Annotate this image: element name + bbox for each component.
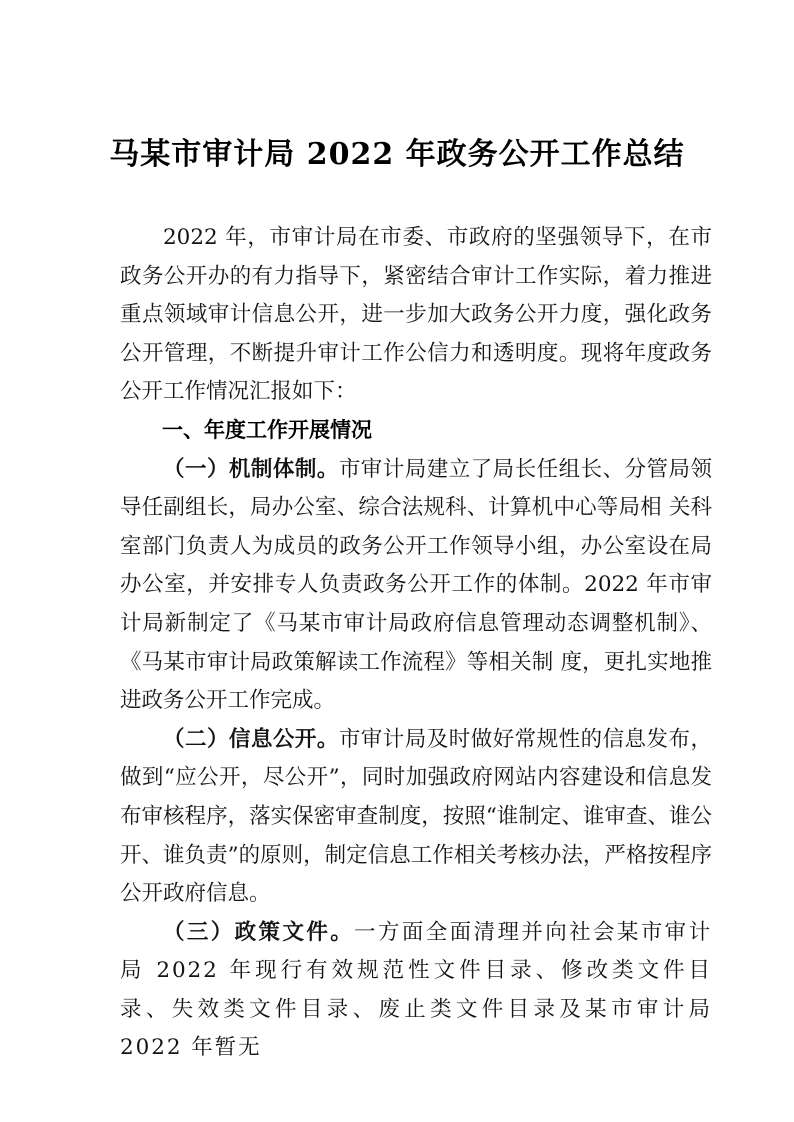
paragraph-text-information: 市审计局及时做好常规性的信息发布，做到“应公开，尽公开”，同时加强政府网站内容建设和信息发布审核程序，落实保密审查制度，按照“谁制定、谁审查、谁公开、谁负责”的原则，制定信息工作相关考核办法，严格按程序公开政府信息。 — [120, 726, 712, 907]
paragraph-policy-documents — [120, 914, 712, 1068]
paragraph-text-mechanism: 市审计局建立了局长任组长、分管局领导任副组长，局办公室、综合法规科、计算机中心等局相 关科室部门负责人为成员的政务公开工作领导小组，办公室设在局办公室，并安排专人负责政务公开工作的体制。2022 年市审计局新制定了《马某市审计局政府信息管理动态调整机制》、《马某市审计局政策解读工作流程》等相关制 度，更扎实地推进政务公开工作完成。 — [120, 456, 712, 714]
paragraph-lead-mechanism: （一）机制体制。 — [163, 456, 339, 482]
paragraph-information-disclosure — [120, 721, 712, 914]
section-heading-annual-work: 一、年度工作开展情况 — [162, 418, 372, 442]
paragraph-lead-policy: （三）政策文件。 — [163, 919, 355, 945]
paragraph-mechanism-system — [120, 451, 712, 721]
intro-paragraph: 2022 年，市审计局在市委、市政府的坚强领导下，在市政务公开办的有力指导下，紧密结合审计工作实际，着力推进重点领域审计信息公开，进一步加大政务公开力度，强化政务公开管理，不断提升审计工作公信力和透明度。现将年度政务公开工作情况汇报如下： — [120, 225, 712, 405]
paragraph-text-policy: 一方面全面清理并向社会某市审计局 2022 年现行有效规范性文件目录、修改类文件目录、失效类文件目录、废止类文件目录及某市审计局 2022 年暂无 — [120, 919, 713, 1061]
paragraph-lead-information: （二）信息公开。 — [163, 726, 339, 752]
document-title: 马某市审计局 2022 年政务公开工作总结 — [109, 137, 685, 172]
document-body — [120, 219, 712, 1068]
